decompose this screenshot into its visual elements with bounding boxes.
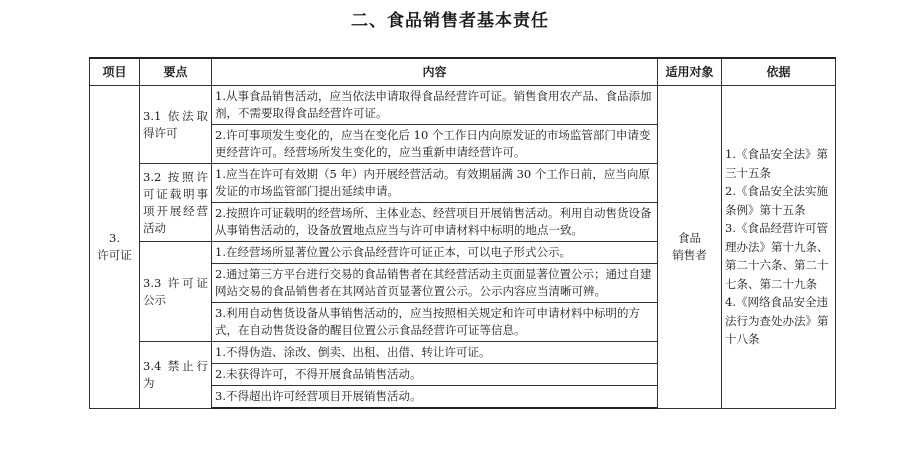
item-number: 3. (109, 230, 120, 245)
key-point-3-1: 3.1 依法取得许可 (140, 86, 212, 164)
basis-item: 3.《食品经营许可管理办法》第十九条、第二十六条、第二十七条、第二十九条 (725, 221, 829, 291)
header-applicable: 适用对象 (658, 58, 722, 86)
basis-cell (722, 86, 836, 409)
content-cell: 3.利用自动售货设备从事销售活动的，应当按照相关规定和许可申请材料中标明的方式，在自动售货设备的醒目位置公示食品经营许可证等信息。 (212, 303, 658, 342)
item-name: 许可证 (97, 247, 132, 262)
key-point-3-4: 3.4 禁止行为 (140, 342, 212, 409)
header-item: 项目 (90, 58, 140, 86)
content-cell: 2.按照许可证载明的经营场所、主体业态、经营项目开展销售活动。利用自动售货设备从事销售活动的，设备放置地点应当与许可申请材料中标明的地点一致。 (212, 203, 658, 242)
applicable-line-1: 食品 (678, 230, 701, 245)
content-cell: 2.未获得许可，不得开展食品销售活动。 (212, 364, 658, 386)
table-row (90, 86, 836, 125)
header-basis: 依据 (722, 58, 836, 86)
content-cell: 1.在经营场所显著位置公示食品经营许可证正本，可以电子形式公示。 (212, 242, 658, 264)
applicable-cell (658, 86, 722, 409)
key-point-3-3: 3.3 许可证公示 (140, 242, 212, 342)
basis-item: 2.《食品安全法实施条例》第十五条 (725, 184, 828, 217)
table-header-row (90, 58, 836, 86)
basis-item: 4.《网络食品安全违法行为查处办法》第十八条 (725, 295, 829, 346)
responsibility-table (89, 57, 836, 409)
content-cell: 1.应当在许可有效期（5 年）内开展经营活动。有效期届满 30 个工作日前，应当向原发证的市场监管部门提出延续申请。 (212, 164, 658, 203)
content-cell: 2.许可事项发生变化的，应当在变化后 10 个工作日内向原发证的市场监管部门申请变更经营许可。经营场所发生变化的，应当重新申请经营许可。 (212, 125, 658, 164)
content-cell: 1.从事食品销售活动，应当依法申请取得食品经营许可证。销售食用农产品、食品添加剂，不需要取得食品经营许可证。 (212, 86, 658, 125)
content-cell: 1.不得伪造、涂改、倒卖、出租、出借、转让许可证。 (212, 342, 658, 364)
basis-item: 1.《食品安全法》第三十五条 (725, 147, 828, 180)
content-cell: 3.不得超出许可经营项目开展销售活动。 (212, 386, 658, 409)
page-title: 二、食品销售者基本责任 (351, 11, 549, 31)
key-point-3-2: 3.2 按照许可证载明事项开展经营活动 (140, 164, 212, 242)
item-cell (90, 86, 140, 409)
content-cell: 2.通过第三方平台进行交易的食品销售者在其经营活动主页面显著位置公示；通过自建网站交易的食品销售者在其网站首页显著位置公示。公示内容应当清晰可辨。 (212, 264, 658, 303)
applicable-line-2: 销售者 (672, 247, 707, 262)
header-key-point: 要点 (140, 58, 212, 86)
header-content: 内容 (212, 58, 658, 86)
